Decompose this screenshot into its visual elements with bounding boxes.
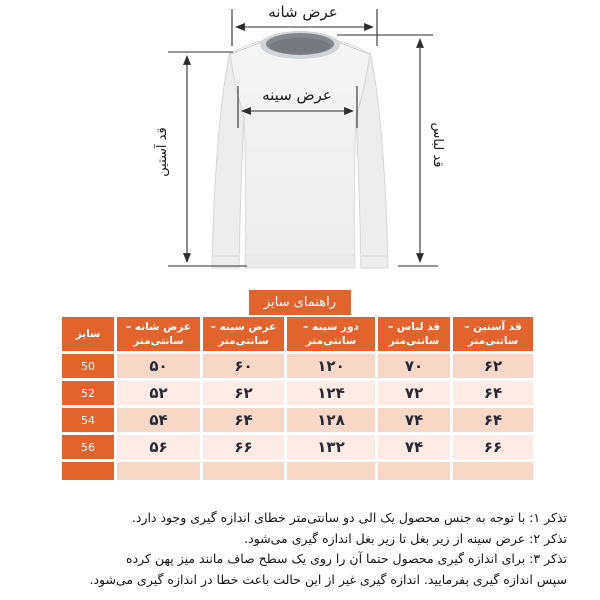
size-row-52 <box>62 381 533 405</box>
garment-length-label: قد لباس <box>430 122 445 168</box>
value-cell: ۷۴ <box>378 408 450 432</box>
value-cell: ۷۲ <box>378 381 450 405</box>
value-cell: ۱۲۰ <box>287 354 375 378</box>
value-cell <box>203 462 284 480</box>
size-table <box>59 314 536 483</box>
value-cell <box>117 462 200 480</box>
header-row <box>62 317 533 351</box>
value-cell: ۶۲ <box>203 381 284 405</box>
value-cell: ۶۴ <box>203 408 284 432</box>
value-cell: ۶۴ <box>453 381 533 405</box>
collar <box>260 31 340 59</box>
value-cell: ۶۴ <box>453 408 533 432</box>
note-line-1: تذکر ۱: با توجه به جنس محصول یک الی دو سانتی‌متر خطای اندازه گیری وجود دارد. <box>131 510 567 525</box>
value-cell: ۶۶ <box>203 435 284 459</box>
sweater-illustration <box>212 31 388 268</box>
col-header-chest-circumference: دور سینه – سانتی‌متر <box>287 317 375 351</box>
value-cell: ۵۴ <box>117 408 200 432</box>
size-cell <box>62 462 114 480</box>
value-cell: ۶۰ <box>203 354 284 378</box>
size-cell: 52 <box>62 381 114 405</box>
note-line-3: تذکر ۳: برای اندازه گیری محصول حتما آن را روی یک سطح صاف مانند میز پهن کرده <box>126 551 567 566</box>
col-header-garment-length: قد لباس – سانتی‌متر <box>378 317 450 351</box>
size-cell: 56 <box>62 435 114 459</box>
value-cell: ۱۳۲ <box>287 435 375 459</box>
value-cell: ۵۰ <box>117 354 200 378</box>
value-cell: ۶۶ <box>453 435 533 459</box>
size-row-54 <box>62 408 533 432</box>
col-header-shoulder-width: عرض شانه – سانتی‌متر <box>117 317 200 351</box>
sleeve-length-label: قد آستین <box>155 127 170 177</box>
value-cell: ۷۴ <box>378 435 450 459</box>
value-cell: ۱۲۸ <box>287 408 375 432</box>
value-cell: ۵۶ <box>117 435 200 459</box>
note-line-2: تذکر ۲: عرض سینه از زیر بغل تا زیر بغل اندازه گیری می‌شود. <box>244 530 567 546</box>
note-line-4: سپس اندازه گیری بفرمایید. اندازه گیری غیر از این حالت باعث خطا در اندازه گیری می‌شود. <box>89 571 567 587</box>
value-cell: ۱۲۴ <box>287 381 375 405</box>
value-cell <box>453 462 533 480</box>
garment-measurement-diagram <box>0 0 600 290</box>
value-cell: ۶۲ <box>453 354 533 378</box>
col-header-chest-width: عرض سینه – سانتی‌متر <box>203 317 284 351</box>
col-header-sleeve-length: قد آستین – سانتی‌متر <box>453 317 533 351</box>
sweater-body <box>230 37 370 268</box>
empty-row <box>62 462 533 480</box>
size-row-56 <box>62 435 533 459</box>
size-cell: 50 <box>62 354 114 378</box>
measurement-notes <box>55 508 567 590</box>
value-cell <box>378 462 450 480</box>
shoulder-width-label: عرض شانه <box>268 3 338 21</box>
value-cell <box>287 462 375 480</box>
value-cell: ۷۰ <box>378 354 450 378</box>
size-row-50 <box>62 354 533 378</box>
size-cell: 54 <box>62 408 114 432</box>
chest-width-label: عرض سینه <box>262 86 332 104</box>
value-cell: ۵۲ <box>117 381 200 405</box>
col-header-size: سایز <box>62 317 114 351</box>
size-guide-title: راهنمای سایز <box>249 290 351 315</box>
